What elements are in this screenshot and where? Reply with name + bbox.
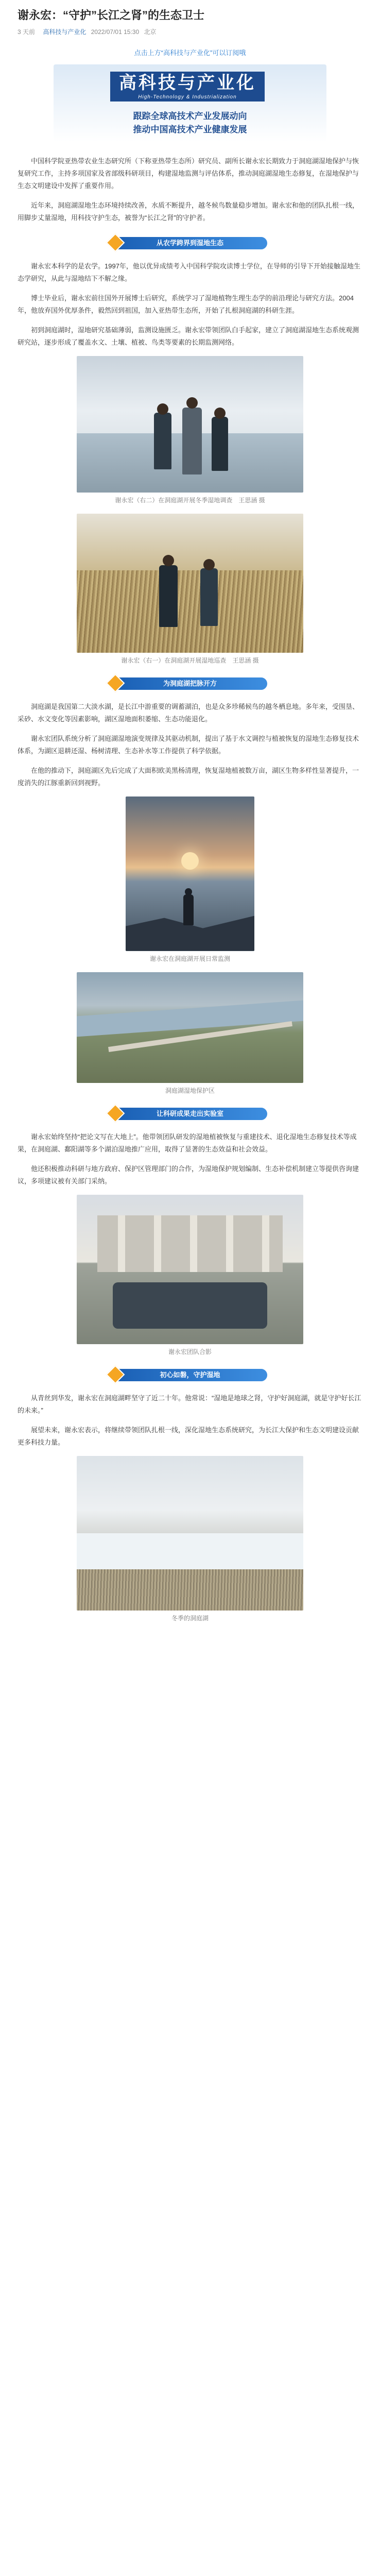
section-title: 初心如磐，守护湿地 <box>113 1369 267 1381</box>
section-header <box>113 676 267 691</box>
section-header <box>113 1367 267 1383</box>
intro-paragraph: 中国科学院亚热带农业生态研究所（下称亚热带生态所）研究员、副所长谢永宏长期致力于洞庭湖湿地保护与恢复研究工作，主持多项国家及省部级科研项目，构建湿地监测与评估体系，推动洞庭湖湿地生态修复，在湿地保护与生态文明建设中发挥了重要作用。 <box>18 157 359 190</box>
photo-figure <box>18 972 362 1095</box>
banner-slogan-2: 推动中国高技术产业健康发展 <box>133 124 247 134</box>
photo-caption: 洞庭湖湿地保护区 <box>165 1087 215 1094</box>
photo-team-group <box>77 1195 303 1344</box>
section-paragraph: 谢永宏团队系统分析了洞庭湖湿地演变规律及其驱动机制，提出了基于水文调控与植被恢复的湿地生态修复技术体系，为湖区退耕还湿、杨树清理、生态补水等工作提供了科学依据。 <box>18 734 359 755</box>
photo-caption: 谢永宏团队合影 <box>168 1348 212 1355</box>
photo-caption: 冬季的洞庭湖 <box>171 1614 209 1622</box>
photo-protection-area <box>77 972 303 1083</box>
section-paragraph: 展望未来，谢永宏表示，将继续带领团队扎根一线，深化湿地生态系统研究，为长江大保护和生态文明建设贡献更多科技力量。 <box>18 1426 359 1446</box>
footer-spacer <box>18 1632 362 1647</box>
photo-winter-wetland <box>77 1456 303 1611</box>
section-title: 从农学跨界到湿地生态 <box>113 237 267 249</box>
section-title: 为洞庭湖把脉开方 <box>113 677 267 690</box>
photo-caption: 谢永宏（右二）在洞庭湖开展冬季湿地调查 王思涵 摄 <box>115 496 265 504</box>
section-header <box>113 235 267 251</box>
section-paragraph: 谢永宏始终坚持“把论文写在大地上”。他带领团队研发的湿地植被恢复与重建技术、退化湿地生态修复技术等成果，在洞庭湖、鄱阳湖等多个湖泊湿地推广应用，取得了显著的生态效益和社会效益。 <box>18 1132 357 1153</box>
section-paragraph: 洞庭湖是我国第二大淡水湖，是长江中游重要的调蓄湖泊，也是众多珍稀候鸟的越冬栖息地。多年来，受围垦、采砂、水文变化等因素影响，湖区湿地面积萎缩、生态功能退化。 <box>18 702 359 723</box>
photo-ice-survey <box>77 356 303 493</box>
section-paragraph: 他还积极推动科研与地方政府、保护区管理部门的合作，为湿地保护规划编制、生态补偿机制建立等提供咨询建议，多项建议被有关部门采纳。 <box>18 1164 359 1185</box>
photo-sunset-monitoring <box>126 796 254 951</box>
photo-figure <box>18 1456 362 1622</box>
photo-figure <box>18 514 362 665</box>
article-meta <box>18 27 362 36</box>
journal-logo <box>110 72 265 101</box>
photo-figure <box>18 356 362 504</box>
photo-figure <box>18 796 362 963</box>
section-paragraph: 在他的推动下，洞庭湖区先后完成了大面积欧美黑杨清理，恢复湿地植被数万亩，湖区生物多样性显著提升，一度消失的江豚重新回到视野。 <box>18 766 359 787</box>
meta-source-link[interactable]: 高科技与产业化 <box>43 28 87 36</box>
photo-caption: 谢永宏（右一）在洞庭湖开展湿地巡查 王思涵 摄 <box>121 656 259 664</box>
subscribe-tip-link[interactable]: 点击上方“高科技与产业化”可以订阅哦 <box>134 48 246 57</box>
journal-banner <box>54 64 326 142</box>
photo-figure <box>18 1195 362 1356</box>
journal-logo-en: High-Technology & Industrialization <box>138 94 237 100</box>
section-paragraph: 谢永宏本科学的是农学。1997年，他以优异成绩考入中国科学院攻读博士学位，在导师的引导下开始接触湿地生态学研究，从此与湿地结下不解之缘。 <box>18 262 360 282</box>
journal-logo-cn: 高科技与产业化 <box>119 72 256 93</box>
photo-reed-patrol <box>77 514 303 653</box>
section-paragraph: 初到洞庭湖时，湿地研究基础薄弱，监测设施匮乏。谢永宏带领团队白手起家，建立了洞庭湖湿地生态系统观测研究站，逐步形成了覆盖水文、土壤、植被、鸟类等要素的长期监测网络。 <box>18 326 359 346</box>
meta-location: 北京 <box>144 28 157 36</box>
intro-paragraph: 近年来，洞庭湖湿地生态环境持续改善，水质不断提升，越冬候鸟数量稳步增加。谢永宏和他的团队扎根一线，用脚步丈量湿地，用科技守护生态，被誉为“长江之肾”的守护者。 <box>18 201 359 222</box>
section-title: 让科研成果走出实验室 <box>113 1108 267 1120</box>
banner-slogan-1: 跟踪全球高技术产业发展动向 <box>133 111 247 121</box>
section-paragraph: 从青丝到华发，谢永宏在洞庭湖畔坚守了近二十年。他常说：“湿地是地球之肾，守护好洞庭湖，就是守护好长江的未来。” <box>18 1394 361 1414</box>
section-header <box>113 1106 267 1122</box>
meta-date: 2022/07/01 15:30 <box>91 28 140 36</box>
photo-caption: 谢永宏在洞庭湖开展日常监测 <box>149 955 230 962</box>
article-title: 谢永宏：“守护”长江之肾”的生态卫士 <box>18 9 205 22</box>
section-paragraph: 博士毕业后，谢永宏前往国外开展博士后研究，系统学习了湿地植物生理生态学的前沿理论与研究方法。2004年，他放弃国外优厚条件，毅然回到祖国，加入亚热带生态所，开始了扎根洞庭湖的科研生涯。 <box>18 294 354 314</box>
meta-time: 3 天前 <box>18 28 36 36</box>
